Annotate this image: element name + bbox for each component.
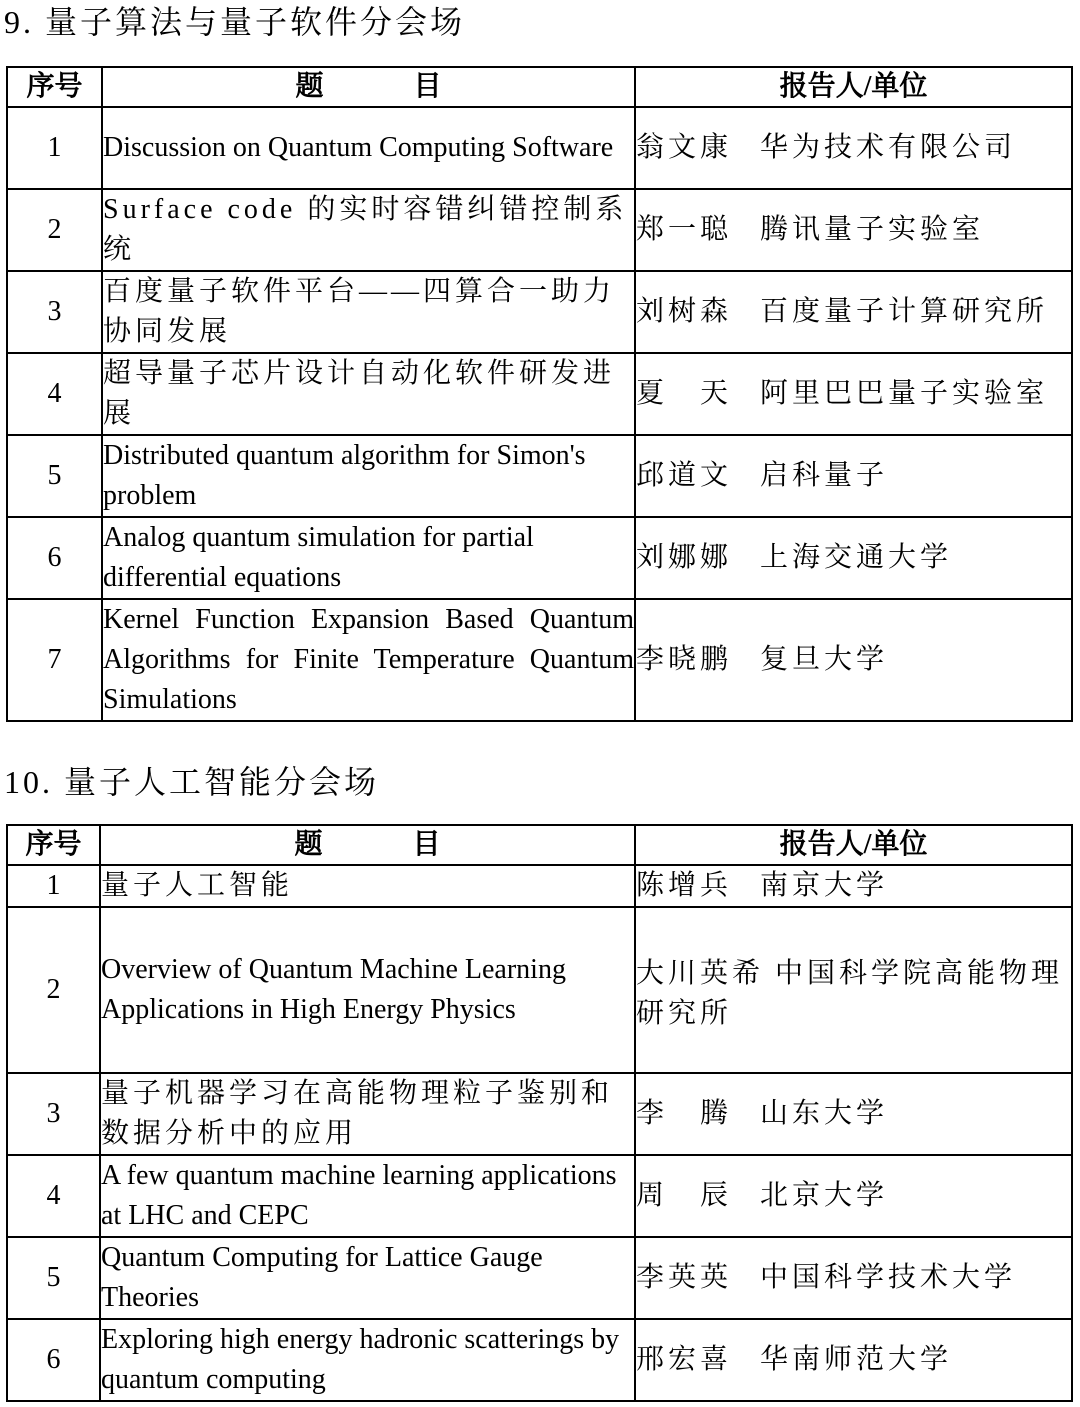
row-speaker — [635, 435, 1072, 517]
table-header-row — [7, 825, 1072, 865]
speaker-name: 李 腾 — [636, 1098, 733, 1129]
table-row — [7, 271, 1072, 353]
table-row — [7, 1319, 1072, 1401]
speaker-name: 李晓鹏 — [636, 644, 733, 675]
row-speaker — [635, 1237, 1072, 1319]
speaker-name: 邱道文 — [636, 460, 733, 491]
speaker-name: 周 辰 — [636, 1180, 733, 1211]
row-num: 2 — [7, 907, 100, 1073]
row-num: 1 — [7, 107, 102, 189]
table-row — [7, 865, 1072, 907]
row-speaker — [635, 189, 1072, 271]
header-speaker: 报告人/单位 — [635, 67, 1072, 107]
row-topic: 量子人工智能 — [100, 865, 635, 907]
speaker-name: 邢宏喜 — [636, 1344, 733, 1375]
speaker-org: 腾讯量子实验室 — [760, 214, 985, 245]
speaker-org: 阿里巴巴量子实验室 — [760, 378, 1049, 409]
row-topic: 百度量子软件平台——四算合一助力协同发展 — [102, 271, 635, 353]
table-row — [7, 1237, 1072, 1319]
row-num: 3 — [7, 1073, 100, 1155]
row-speaker — [635, 517, 1072, 599]
speaker-name: 刘娜娜 — [636, 542, 733, 573]
row-num: 6 — [7, 1319, 100, 1401]
row-speaker — [635, 1155, 1072, 1237]
agenda-table-ai — [6, 824, 1073, 1402]
row-topic: A few quantum machine learning applications at LHC and CEPC — [100, 1155, 635, 1237]
row-speaker — [635, 865, 1072, 907]
row-topic: Exploring high energy hadronic scatterings by quantum computing — [100, 1319, 635, 1401]
header-topic: 题 目 — [102, 67, 635, 107]
table-row — [7, 1073, 1072, 1155]
row-topic: Discussion on Quantum Computing Software — [102, 107, 635, 189]
header-topic: 题 目 — [100, 825, 635, 865]
row-speaker — [635, 1319, 1072, 1401]
row-topic: Surface code 的实时容错纠错控制系统 — [102, 189, 635, 271]
header-num: 序号 — [7, 67, 102, 107]
row-speaker — [635, 907, 1072, 1073]
section-title: 10. 量子人工智能分会场 — [4, 764, 380, 800]
row-num: 3 — [7, 271, 102, 353]
row-topic: Quantum Computing for Lattice Gauge Theories — [100, 1237, 635, 1319]
row-topic: 量子机器学习在高能物理粒子鉴别和数据分析中的应用 — [100, 1073, 635, 1155]
row-num: 1 — [7, 865, 100, 907]
table-header-row — [7, 67, 1072, 107]
row-num: 2 — [7, 189, 102, 271]
row-topic: Analog quantum simulation for partial differential equations — [102, 517, 635, 599]
speaker-org: 北京大学 — [760, 1180, 889, 1211]
row-num: 4 — [7, 353, 102, 435]
table-row — [7, 189, 1072, 271]
header-num: 序号 — [7, 825, 100, 865]
row-num: 5 — [7, 1237, 100, 1319]
speaker-org: 复旦大学 — [760, 644, 889, 675]
speaker-org: 华为技术有限公司 — [760, 132, 1017, 163]
row-topic: Kernel Function Expansion Based Quantum Algorithms for Finite Temperature Quantum Simulations — [102, 599, 635, 721]
speaker-org: 华南师范大学 — [760, 1344, 953, 1375]
speaker-org: 启科量子 — [760, 460, 889, 491]
speaker-org: 百度量子计算研究所 — [760, 296, 1049, 327]
row-num: 6 — [7, 517, 102, 599]
speaker-name: 刘树森 — [636, 296, 733, 327]
row-num: 4 — [7, 1155, 100, 1237]
row-topic: Distributed quantum algorithm for Simon's problem — [102, 435, 635, 517]
row-topic: 超导量子芯片设计自动化软件研发进展 — [102, 353, 635, 435]
speaker-name: 夏 天 — [636, 378, 733, 409]
speaker-org: 中国科学院高能物理研究所 — [636, 958, 1064, 1029]
speaker-org: 中国科学技术大学 — [760, 1262, 1017, 1293]
table-row — [7, 1155, 1072, 1237]
row-speaker — [635, 353, 1072, 435]
row-speaker — [635, 1073, 1072, 1155]
table-row — [7, 907, 1072, 1073]
speaker-name: 李英英 — [636, 1262, 733, 1293]
speaker-name: 大川英希 — [636, 958, 765, 989]
speaker-name: 陈增兵 — [636, 870, 733, 901]
speaker-org: 南京大学 — [760, 870, 889, 901]
speaker-name: 郑一聪 — [636, 214, 733, 245]
section-title: 9. 量子算法与量子软件分会场 — [4, 4, 466, 40]
row-num: 5 — [7, 435, 102, 517]
row-topic: Overview of Quantum Machine Learning Applications in High Energy Physics — [100, 907, 635, 1073]
row-speaker — [635, 599, 1072, 721]
row-num: 7 — [7, 599, 102, 721]
table-row — [7, 517, 1072, 599]
row-speaker — [635, 107, 1072, 189]
row-speaker — [635, 271, 1072, 353]
table-row — [7, 599, 1072, 721]
header-speaker: 报告人/单位 — [635, 825, 1072, 865]
speaker-org: 上海交通大学 — [760, 542, 953, 573]
speaker-org: 山东大学 — [760, 1098, 889, 1129]
agenda-table-algorithms — [6, 66, 1073, 722]
speaker-name: 翁文康 — [636, 132, 733, 163]
table-row — [7, 435, 1072, 517]
table-row — [7, 353, 1072, 435]
table-row — [7, 107, 1072, 189]
